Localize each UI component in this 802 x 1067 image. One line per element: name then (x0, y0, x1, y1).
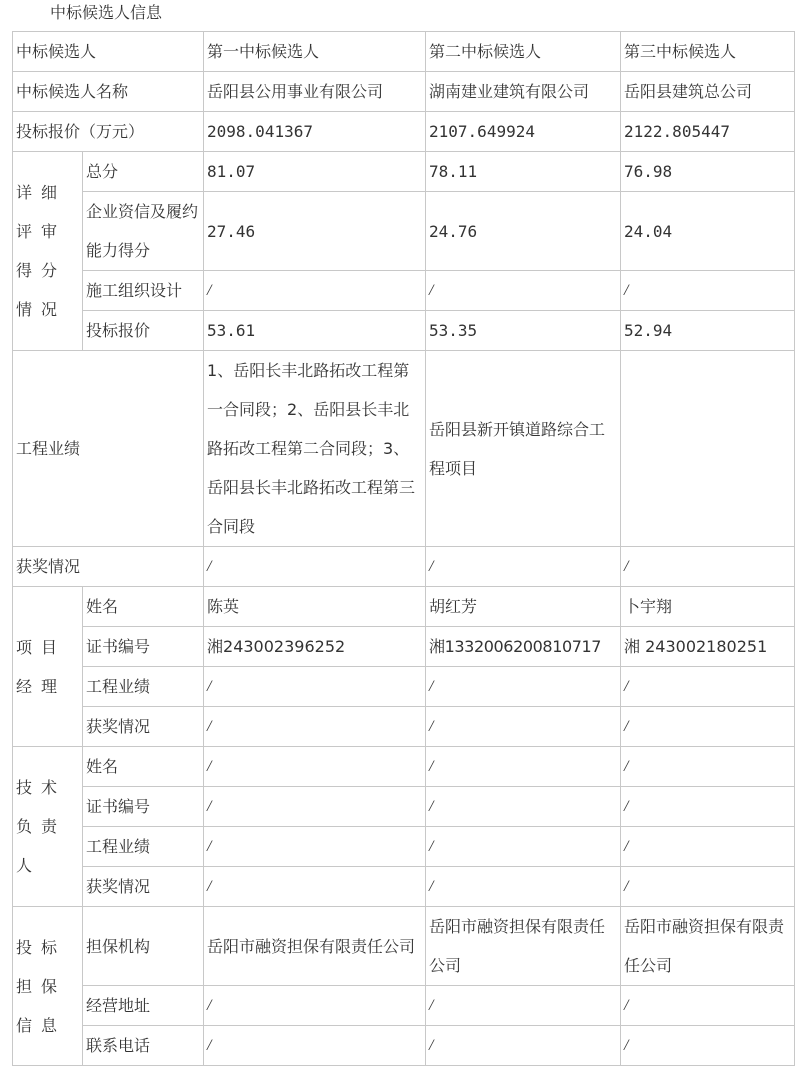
row-label: 企业资信及履约能力得分 (83, 192, 204, 271)
header-row (13, 32, 795, 72)
row-label: 投标报价（万元） (13, 112, 204, 152)
table-cell: 岳阳县公用事业有限公司 (204, 72, 426, 112)
table-cell: / (204, 747, 426, 787)
table-cell: / (621, 667, 795, 707)
table-cell: 2098.041367 (204, 112, 426, 152)
table-row (13, 986, 795, 1026)
table-cell: / (621, 827, 795, 867)
table-row (13, 547, 795, 587)
table-cell: / (426, 747, 621, 787)
table-row (13, 627, 795, 667)
table-cell: / (621, 1026, 795, 1066)
row-label: 工程业绩 (83, 667, 204, 707)
table-cell: / (621, 787, 795, 827)
row-label: 经营地址 (83, 986, 204, 1026)
row-label: 工程业绩 (83, 827, 204, 867)
table-row (13, 827, 795, 867)
table-cell: / (204, 271, 426, 311)
row-label: 中标候选人名称 (13, 72, 204, 112)
table-cell: / (621, 707, 795, 747)
table-cell: / (204, 707, 426, 747)
table-row (13, 351, 795, 547)
table-cell: 岳阳市融资担保有限责任公司 (621, 907, 795, 986)
table-cell: / (621, 867, 795, 907)
table-cell: 胡红芳 (426, 587, 621, 627)
column-header: 第一中标候选人 (204, 32, 426, 72)
table-cell: 53.35 (426, 311, 621, 351)
table-row (13, 192, 795, 271)
row-label: 投标报价 (83, 311, 204, 351)
table-cell: / (204, 667, 426, 707)
table-cell: 2122.805447 (621, 112, 795, 152)
table-cell: / (426, 1026, 621, 1066)
table-cell: 湘 243002180251 (621, 627, 795, 667)
row-label: 担保机构 (83, 907, 204, 986)
table-cell: / (426, 547, 621, 587)
table-cell: 76.98 (621, 152, 795, 192)
table-cell: / (426, 986, 621, 1026)
row-label: 联系电话 (83, 1026, 204, 1066)
table-cell: 27.46 (204, 192, 426, 271)
row-label: 获奖情况 (83, 707, 204, 747)
table-cell: 52.94 (621, 311, 795, 351)
table-row (13, 112, 795, 152)
row-label: 姓名 (83, 587, 204, 627)
table-row (13, 707, 795, 747)
table-row (13, 907, 795, 986)
table-cell: 陈英 (204, 587, 426, 627)
table-cell: 岳阳县建筑总公司 (621, 72, 795, 112)
table-cell: / (204, 827, 426, 867)
table-cell: / (204, 547, 426, 587)
table-cell: 湘1332006200810717 (426, 627, 621, 667)
table-cell: 岳阳市融资担保有限责任公司 (426, 907, 621, 986)
table-cell: 卜宇翔 (621, 587, 795, 627)
category-label: 投标担保信息 (13, 907, 83, 1066)
table-cell: 81.07 (204, 152, 426, 192)
table-cell: 2107.649924 (426, 112, 621, 152)
table-cell: / (204, 787, 426, 827)
row-label: 施工组织设计 (83, 271, 204, 311)
row-label: 总分 (83, 152, 204, 192)
candidate-table (12, 31, 795, 1066)
column-header: 中标候选人 (13, 32, 204, 72)
table-row (13, 72, 795, 112)
table-cell: 78.11 (426, 152, 621, 192)
category-label: 技术负责人 (13, 747, 83, 907)
table-cell: / (426, 667, 621, 707)
table-cell: 湘243002396252 (204, 627, 426, 667)
table-cell: / (204, 1026, 426, 1066)
table-row (13, 587, 795, 627)
table-cell: / (426, 867, 621, 907)
table-cell: 岳阳县新开镇道路综合工程项目 (426, 351, 621, 547)
table-cell: 湖南建业建筑有限公司 (426, 72, 621, 112)
row-label: 工程业绩 (13, 351, 204, 547)
table-cell: / (426, 787, 621, 827)
table-cell: 24.04 (621, 192, 795, 271)
table-cell: / (621, 986, 795, 1026)
row-label: 证书编号 (83, 787, 204, 827)
column-header: 第三中标候选人 (621, 32, 795, 72)
category-label: 详细评审得分情况 (13, 152, 83, 351)
table-cell: / (426, 271, 621, 311)
row-label: 获奖情况 (83, 867, 204, 907)
table-row (13, 271, 795, 311)
table-row (13, 787, 795, 827)
section-heading: 中标候选人信息 (50, 3, 163, 22)
table-cell: / (204, 986, 426, 1026)
table-cell: 岳阳市融资担保有限责任公司 (204, 907, 426, 986)
row-label: 获奖情况 (13, 547, 204, 587)
table-cell: / (204, 867, 426, 907)
row-label: 证书编号 (83, 627, 204, 667)
table-cell: / (621, 747, 795, 787)
table-cell: / (426, 827, 621, 867)
row-label: 姓名 (83, 747, 204, 787)
table-row (13, 311, 795, 351)
table-cell: 1、岳阳长丰北路拓改工程第一合同段；2、岳阳县长丰北路拓改工程第二合同段；3、岳阳县长丰北路拓改工程第三合同段 (204, 351, 426, 547)
table-row (13, 747, 795, 787)
column-header: 第二中标候选人 (426, 32, 621, 72)
table-cell: 53.61 (204, 311, 426, 351)
table-cell: / (621, 271, 795, 311)
table-row (13, 1026, 795, 1066)
table-cell: / (426, 707, 621, 747)
table-row (13, 867, 795, 907)
table-cell: / (621, 547, 795, 587)
table-row (13, 152, 795, 192)
table-cell: 24.76 (426, 192, 621, 271)
table-row (13, 667, 795, 707)
table-cell (621, 351, 795, 547)
category-label: 项目经理 (13, 587, 83, 747)
